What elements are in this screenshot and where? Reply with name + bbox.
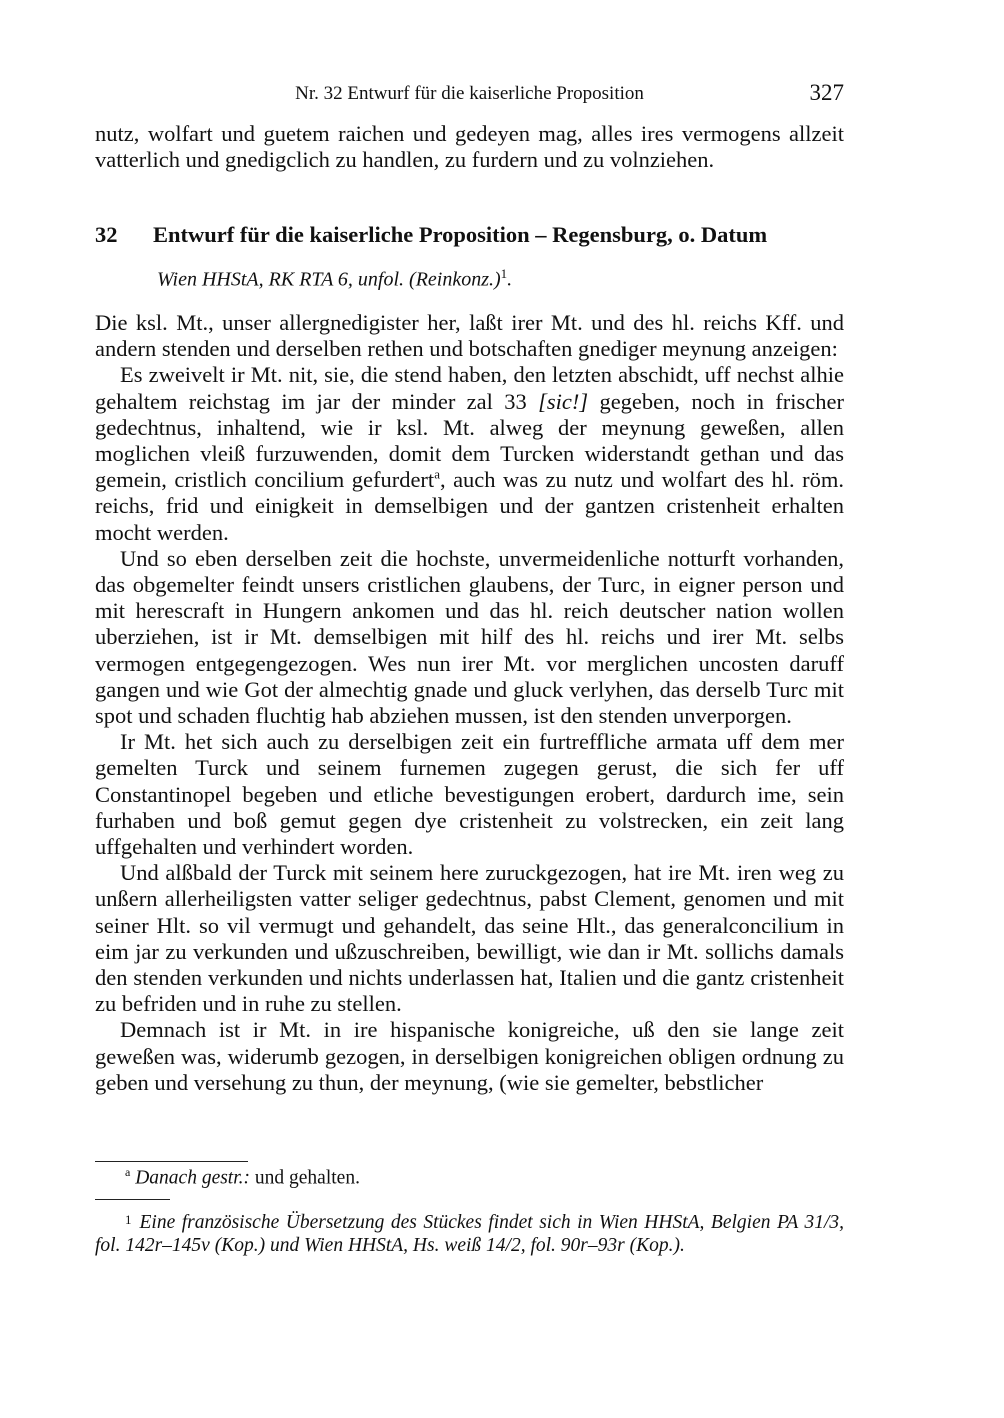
paragraph-2-part-c: , auch was zu nutz und wolfart des hl. röm. reichs, frid und einigkeit in demselbigen und der gantzen cristenheit erhalten mocht werden. (95, 467, 844, 545)
document-number: 32 (95, 222, 118, 247)
footnote-divider-a (95, 1161, 248, 1162)
paragraph-1: Die ksl. Mt., unser allergnedigister her, laßt irer Mt. und des hl. reichs Kff. und andern stenden und derselben rethen und botschaften gnediger meynung anzeigen: (95, 310, 844, 362)
footnote-a-label: Danach gestr.: (135, 1167, 251, 1189)
paragraph-3: Und so eben derselben zeit die hochste, unvermeidenliche notturft vorhanden, das obgemelter feindt unsers cristlichen glaubens, der Turc, in eigner person und mit herescraft in Hungern ankomen und das hl. reich deutscher nation wollen uberziehen, ist ir Mt. demselbigen mit hilf des hl. reichs und irer Mt. selbs vermogen entgegengezogen. Wes nun irer Mt. vor merglichen uncosten daruff gangen und wie Got der almechtig gnade und gluck verlyhen, das derselb Turc mit spot und schaden fluchtig hab abziehen mussen, ist den stenden unverporgen. (95, 545, 844, 729)
source-text: Wien HHStA, RK RTA 6, unfol. (Reinkonz.) (157, 268, 501, 291)
paragraph-2-part-a: Es zweivelt ir Mt. nit, sie, die stend haben, den letzten abschidt, uff nechst alhie gehaltem reichstag im jar der minder zal 33 (95, 362, 844, 414)
paragraph-4: Ir Mt. het sich auch zu derselbigen zeit ein furtreffliche armata uff dem mer gemelten Turck und seinem furnemen zugegen gerust, die sich fer uff Constantinopel begeben und etliche bevestigungen erobert, dardurch ime, sein furhaben und boß gemut gegen dye cristenheit zu volstrecken, ein zeit lang uffgehalten und verhindert worden. (95, 729, 844, 860)
main-text (95, 310, 844, 1096)
footnote-divider-1 (95, 1199, 170, 1200)
footnote-a-mark: a (125, 1165, 131, 1179)
page-number: 327 (809, 80, 844, 105)
paragraph-2-part-b: gegeben, noch in frischer gedechtnus, inhaltend, wie ir ksl. Mt. alweg der meynung geweßen, allen moglichen vleiß furzuwenden, domit dem Turcken widerstandt gethan und das gemein, cristlich concilium gefurdert (95, 388, 844, 493)
footnote-1-mark: 1 (125, 1212, 132, 1227)
footnote-ref-a: a (434, 466, 440, 482)
paragraph-5: Und alßbald der Turck mit seinem here zuruckgezogen, hat ire Mt. iren weg zu unßern allerheiligsten vatter seliger gedechtnus, pabst Clement, genomen und mit seiner Hlt. so vil vermugt und gehandelt, das seine Hlt., das generalconcilium in eim jar zu verkunden und ußzuschreiben, bewilligt, wie dan ir Mt. sollichs damals den stenden verkunden und nichts underlassen hat, Italien und die gantz cristenheit zu befriden und in ruhe zu stellen. (95, 860, 844, 1017)
paragraph-6: Demnach ist ir Mt. in ire hispanische konigreiche, uß den sie lange zeit geweßen was, widerumb gezogen, in derselbigen konigreichen obligen ordnung zu geben und versehung zu thun, der meynung, (wie sie gemelter, bebstlicher (95, 1017, 844, 1095)
paragraph-2 (95, 362, 844, 545)
continuation-paragraph: nutz, wolfart und guetem raichen und gedeyen mag, alles ires vermogens allzeit vatterlich und gnedigclich zu handlen, zu furdern und zu volnziehen. (95, 121, 844, 173)
footnote-a-text: und gehalten. (250, 1167, 360, 1189)
document-heading (95, 222, 844, 248)
document-title: Entwurf für die kaiserliche Proposition – Regensburg, o. Datum (153, 222, 768, 247)
running-head: Nr. 32 Entwurf für die kaiserliche Proposition (295, 83, 644, 104)
footnote-1-text: Eine französische Übersetzung des Stückes findet sich in Wien HHStA, Belgien PA 31/3, fol. 142r–145v (Kop.) und Wien HHStA, Hs. weiß 14/2, fol. 90r–93r (Kop.). (95, 1212, 844, 1256)
sic-annotation: [sic!] (538, 388, 589, 414)
source-citation: Wien HHStA, RK RTA 6, unfol. (Reinkonz.)$^1$. (157, 266, 513, 291)
footnote-1 (95, 1208, 844, 1257)
page-header (95, 80, 844, 108)
footnote-a (125, 1165, 360, 1190)
footnote-ref-1: 1 (500, 266, 508, 281)
